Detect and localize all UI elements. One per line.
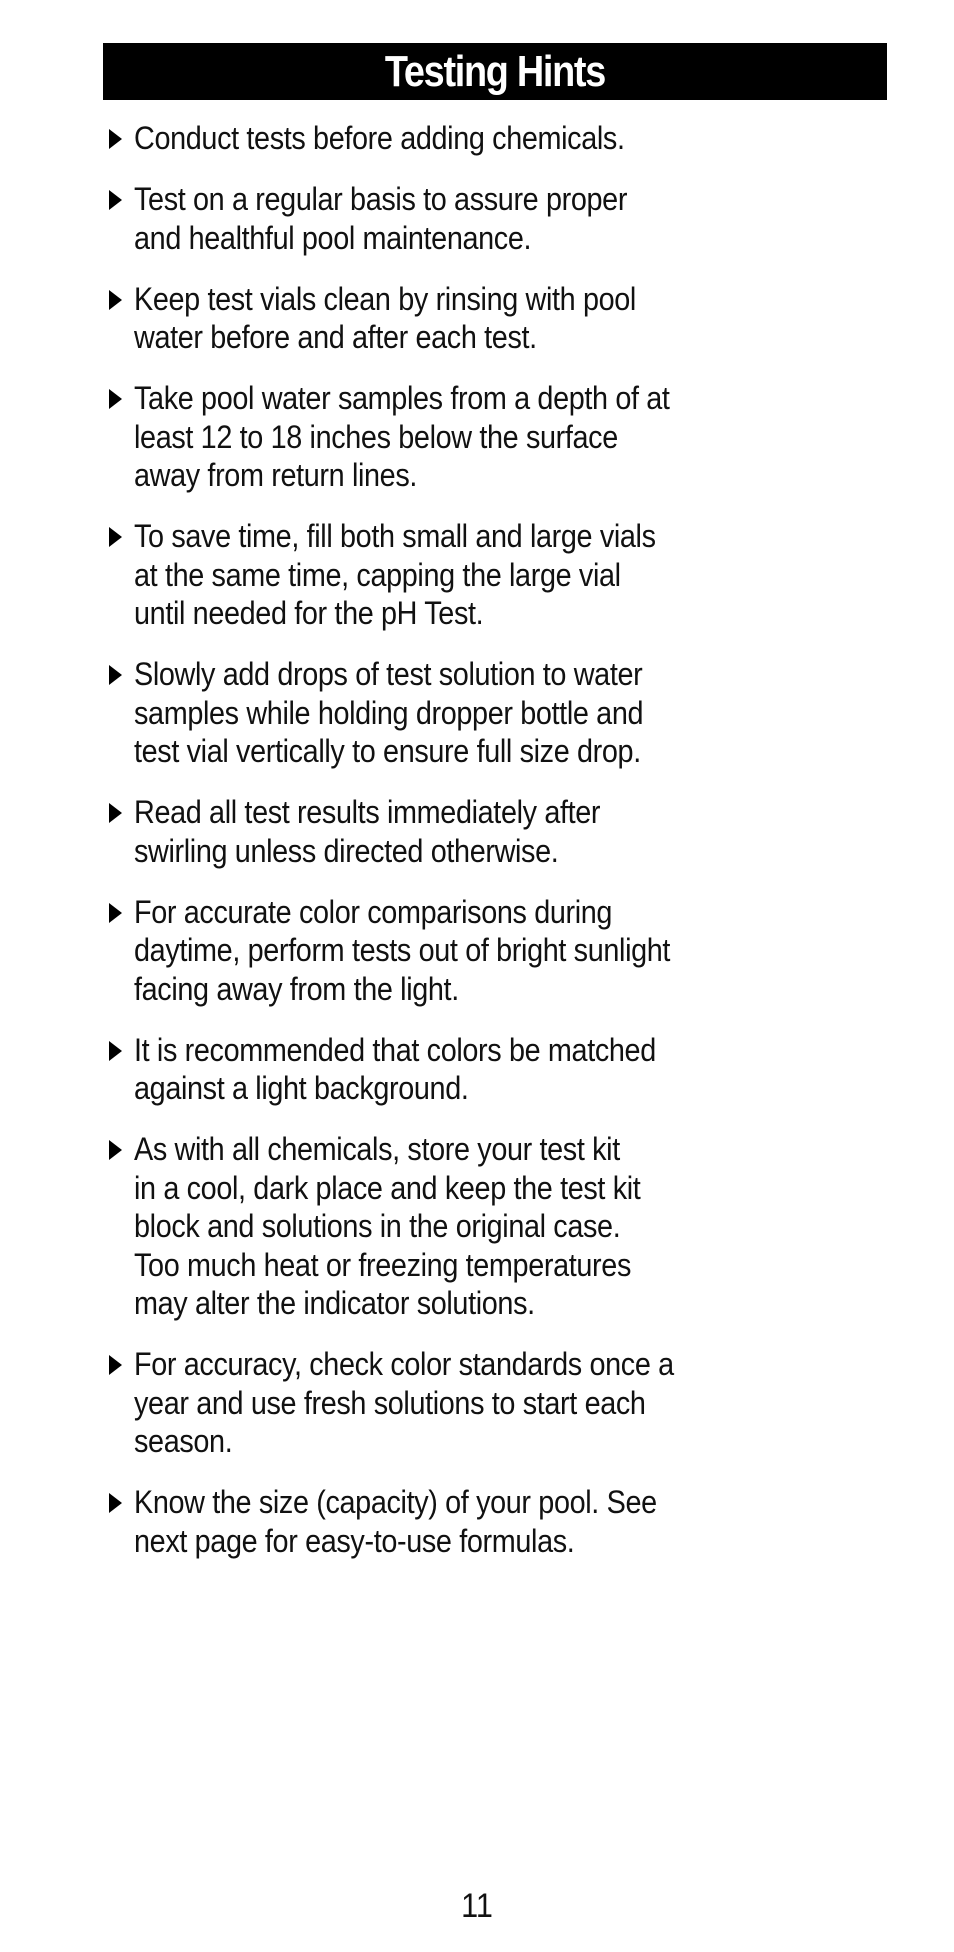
hint-item xyxy=(109,517,829,633)
hint-text xyxy=(134,1130,760,1323)
hint-line: daytime, perform tests out of bright sunlight xyxy=(134,932,671,968)
section-title: Testing Hints xyxy=(384,46,606,96)
hint-text xyxy=(134,893,760,1009)
hint-item xyxy=(109,655,829,771)
hint-item xyxy=(109,1483,829,1560)
triangle-right-icon xyxy=(109,1140,122,1160)
hint-line: least 12 to 18 inches below the surface xyxy=(134,418,618,455)
hint-text xyxy=(134,655,760,771)
hint-item xyxy=(109,1345,829,1461)
hint-line: Test on a regular basis to assure proper xyxy=(134,181,628,217)
triangle-right-icon xyxy=(109,290,122,310)
hint-line: facing away from the light. xyxy=(134,970,459,1007)
hint-text xyxy=(134,180,760,257)
hint-item xyxy=(109,180,829,257)
triangle-right-icon xyxy=(109,389,122,409)
hint-line: until needed for the pH Test. xyxy=(134,595,484,631)
hints-list xyxy=(109,119,829,1583)
hint-line: To save time, fill both small and large vials xyxy=(134,518,656,554)
hint-item xyxy=(109,1130,829,1323)
hint-item xyxy=(109,1031,829,1108)
hint-text xyxy=(134,1483,760,1560)
hint-line: water before and after each test. xyxy=(134,319,537,355)
hint-line: Conduct tests before adding chemicals. xyxy=(134,120,625,156)
hint-item xyxy=(109,280,829,357)
hint-line: at the same time, capping the large vial xyxy=(134,556,621,593)
hint-text xyxy=(134,1345,760,1461)
hint-item xyxy=(109,379,829,495)
hint-item xyxy=(109,893,829,1009)
hint-line: swirling unless directed otherwise. xyxy=(134,832,559,869)
triangle-right-icon xyxy=(109,190,122,210)
hint-line: year and use fresh solutions to start each xyxy=(134,1384,646,1421)
hint-line: It is recommended that colors be matched xyxy=(134,1031,656,1068)
triangle-right-icon xyxy=(109,665,122,685)
hint-line: As with all chemicals, store your test kit xyxy=(134,1131,620,1167)
hint-line: For accurate color comparisons during xyxy=(134,893,613,930)
hint-item xyxy=(109,119,829,158)
hint-line: Read all test results immediately after xyxy=(134,794,601,830)
hint-text xyxy=(134,517,760,633)
hint-line: Know the size (capacity) of your pool. See xyxy=(134,1484,657,1520)
hint-line: away from return lines. xyxy=(134,457,418,493)
hint-text xyxy=(134,280,760,357)
hint-text xyxy=(134,793,760,870)
triangle-right-icon xyxy=(109,129,122,149)
hint-line: season. xyxy=(134,1423,233,1459)
hint-line: and healthful pool maintenance. xyxy=(134,219,532,256)
hint-item xyxy=(109,793,829,870)
hint-line: test vial vertically to ensure full size drop. xyxy=(134,733,641,769)
triangle-right-icon xyxy=(109,803,122,823)
section-title-bar xyxy=(103,43,887,100)
triangle-right-icon xyxy=(109,903,122,923)
hint-line: samples while holding dropper bottle and xyxy=(134,694,644,731)
hint-line: Too much heat or freezing temperatures xyxy=(134,1246,631,1283)
hint-line: Keep test vials clean by rinsing with pool xyxy=(134,280,636,317)
hint-line: against a light background. xyxy=(134,1070,469,1106)
hint-line: Slowly add drops of test solution to water xyxy=(134,656,643,692)
page-number: 11 xyxy=(461,1887,493,1925)
hint-text xyxy=(134,1031,760,1108)
hint-text xyxy=(134,119,760,158)
hint-text xyxy=(134,379,760,495)
triangle-right-icon xyxy=(109,1355,122,1375)
hint-line: may alter the indicator solutions. xyxy=(134,1285,535,1321)
hint-line: block and solutions in the original case. xyxy=(134,1208,621,1244)
triangle-right-icon xyxy=(109,1041,122,1061)
triangle-right-icon xyxy=(109,1493,122,1513)
hint-line: For accuracy, check color standards once a xyxy=(134,1346,674,1382)
triangle-right-icon xyxy=(109,527,122,547)
hint-line: next page for easy-to-use formulas. xyxy=(134,1522,575,1559)
hint-line: in a cool, dark place and keep the test kit xyxy=(134,1169,641,1206)
hint-line: Take pool water samples from a depth of at xyxy=(134,380,670,416)
